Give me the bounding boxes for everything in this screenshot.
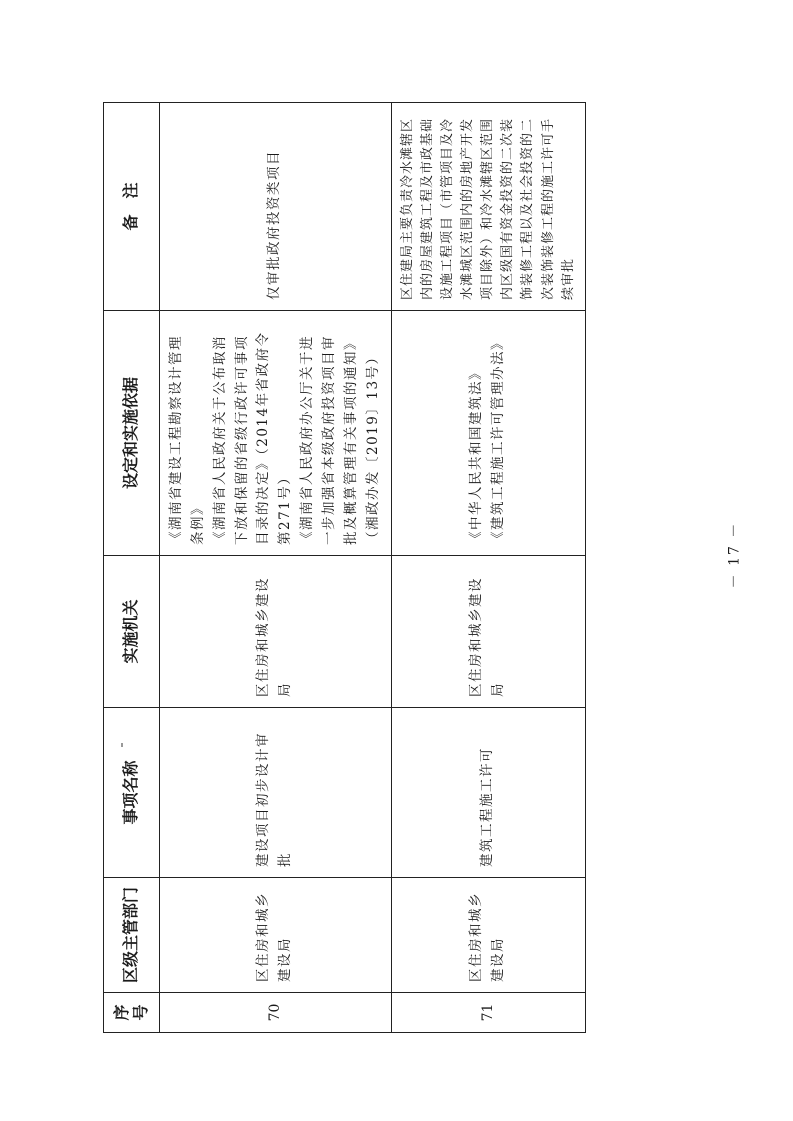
table-header-row <box>104 103 160 1033</box>
header-dept: 区级主管部门 <box>104 878 160 993</box>
row-seq: 71 <box>391 993 585 1033</box>
row-agency: 区住房和城乡建设局 <box>391 556 585 708</box>
row-note: 区住建局主要负责冷水滩辖区内的房屋建筑工程及市政基础设施工程项目（市管项目及冷水滩城区范围内的房地产开发项目除外）和冷水滩辖区范围内区级国有资金投资的二次装饰装修工程以及社会投资的二次装饰装修工程的施工许可手续审批 <box>391 103 585 311</box>
header-agency: 实施机关 <box>104 556 160 708</box>
basis-line: 《建筑工程施工许可管理办法》 <box>490 335 507 545</box>
header-item: 事项名称 <box>104 708 160 878</box>
basis-line: 《湖南省人民政府关于公布取消下放和保留的省级行政许可事项目录的决定》（2014年省政府令第271号） <box>211 331 294 545</box>
row-basis <box>391 311 585 556</box>
header-seq: 序号 <box>104 993 160 1033</box>
basis-line: 《中华人民共和国建筑法》 <box>468 365 485 545</box>
rotated-table-container <box>103 103 576 1033</box>
row-note: 仅审批政府投资类项目 <box>160 103 392 311</box>
row-basis <box>160 311 392 556</box>
table-row <box>391 103 585 1033</box>
approval-items-table <box>103 102 586 1033</box>
row-item: 建设项目初步设计审批 <box>160 708 392 878</box>
row-item: 建筑工程施工许可 <box>391 708 585 878</box>
row-dept: 区住房和城乡建设局 <box>160 878 392 993</box>
page-number: － 17 － <box>726 521 743 589</box>
header-note: 备 注 <box>104 103 160 311</box>
basis-line: 《湖南省建设工程勘察设计管理条例》 <box>168 335 206 545</box>
scan-mark <box>121 743 123 747</box>
basis-line: 《湖南省人民政府办公厅关于进一步加强省本级政府投资项目审批及概算管理有关事项的通知》（湘政办发〔2019〕13号） <box>299 335 381 545</box>
row-agency: 区住房和城乡建设局 <box>160 556 392 708</box>
row-dept: 区住房和城乡建设局 <box>391 878 585 993</box>
header-basis: 设定和实施依据 <box>104 311 160 556</box>
row-seq: 70 <box>160 993 392 1033</box>
table-row <box>160 103 392 1033</box>
